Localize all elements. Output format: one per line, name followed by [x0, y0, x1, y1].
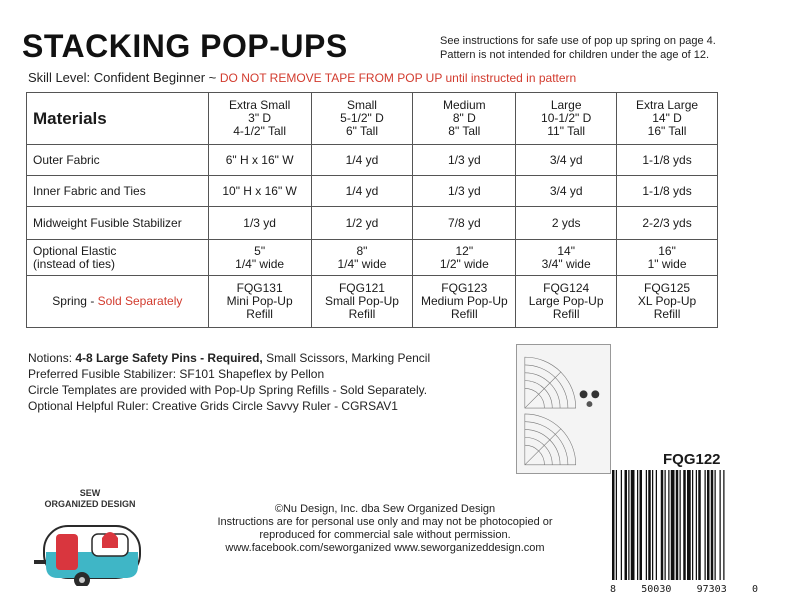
size-diameter: 3" D — [248, 111, 272, 125]
table-cell: 1-1/8 yds — [617, 176, 718, 207]
barcode-bar — [715, 470, 716, 580]
size-height: 16" Tall — [647, 124, 687, 138]
barcode-bar — [612, 470, 615, 580]
cell-line: FQG121 — [338, 281, 385, 295]
table-cell: 2 yds — [516, 207, 617, 240]
templates-note: Circle Templates are provided with Pop-Up Spring Refills - Sold Separately. — [28, 383, 428, 397]
barcode-bar — [687, 470, 691, 580]
table-cell: 1/3 yd — [413, 145, 516, 176]
table-cell — [311, 276, 413, 328]
logo-line1: SEW — [79, 488, 101, 498]
barcode-bar — [616, 470, 617, 580]
size-diameter: 5-1/2" D — [340, 111, 384, 125]
barcode-bar — [648, 470, 651, 580]
barcode-bar — [680, 470, 681, 580]
cell-line: FQG131 — [236, 281, 283, 295]
barcode-bar — [723, 470, 724, 580]
copyright-line: ©Nu Design, Inc. dba Sew Organized Design — [274, 503, 496, 515]
table-header-row — [27, 93, 718, 145]
cell-line: Medium Pop-Up — [420, 294, 508, 308]
table-cell: 2-2/3 yds — [617, 207, 718, 240]
barcode-digit-group: 0 — [751, 584, 758, 595]
row-label-text: Spring - — [52, 294, 98, 308]
sold-separately-label: Sold Separately — [97, 294, 183, 308]
barcode-bar — [637, 470, 638, 580]
size-height: 11" Tall — [547, 124, 586, 138]
logo-line2: ORGANIZED DESIGN — [44, 499, 136, 509]
barcode-digit-group: 97303 — [696, 584, 727, 595]
barcode-bar — [628, 470, 629, 580]
table-row — [27, 145, 718, 176]
ruler-note: Optional Helpful Ruler: Creative Grids Circle Savvy Ruler - CGRSAV1 — [28, 399, 398, 413]
cell-line: Refill — [246, 307, 273, 321]
barcode-bar — [676, 470, 679, 580]
barcode-bar — [668, 470, 669, 580]
table-cell: 7/8 yd — [413, 207, 516, 240]
size-height: 4-1/2" Tall — [233, 124, 286, 138]
notions-required: 4-8 Large Safety Pins - Required, — [75, 351, 263, 365]
cell-line: Large Pop-Up — [528, 294, 604, 308]
table-cell — [208, 276, 311, 328]
size-name: Medium — [442, 98, 486, 112]
barcode-bar — [692, 470, 693, 580]
notions-line — [28, 350, 528, 366]
skill-level: Skill Level: Confident Beginner ~ — [28, 70, 220, 85]
table-cell: 1/3 yd — [413, 176, 516, 207]
barcode-bar — [720, 470, 721, 580]
table-cell: 6" H x 16" W — [208, 145, 311, 176]
sew-organized-design-logo — [30, 486, 150, 586]
notions-block — [28, 350, 528, 414]
table-cell: 1/4 yd — [311, 176, 413, 207]
column-header — [413, 93, 516, 145]
barcode-bar — [640, 470, 643, 580]
row-label: Outer Fabric — [27, 145, 209, 176]
website-links: www.facebook.com/seworganized www.seworganizeddesign.com — [225, 542, 545, 554]
barcode-bar — [652, 470, 653, 580]
column-header — [311, 93, 413, 145]
row-label-line: (instead of ties) — [33, 256, 116, 271]
materials-heading: Materials — [27, 93, 209, 145]
table-cell: 10" H x 16" W — [208, 176, 311, 207]
circle-ruler-image — [516, 344, 611, 474]
safety-note-line2: Pattern is not intended for children under the age of 12. — [440, 49, 710, 61]
materials-table — [26, 92, 718, 328]
cell-line: Refill — [450, 307, 478, 321]
barcode-digit-group: 50030 — [641, 584, 672, 595]
cell-line: 14" — [557, 243, 575, 258]
cell-line: 1/4" wide — [337, 256, 387, 271]
cell-line: Refill — [348, 307, 376, 321]
table-cell: 1/4 yd — [311, 145, 413, 176]
row-label: Inner Fabric and Ties — [27, 176, 209, 207]
cell-line: 1/4" wide — [235, 256, 285, 271]
table-cell: 1/3 yd — [208, 207, 311, 240]
table-row — [27, 176, 718, 207]
product-sku: FQG122 — [663, 451, 721, 468]
size-height: 6" Tall — [345, 124, 378, 138]
row-label — [27, 276, 209, 328]
barcode-bar — [698, 470, 701, 580]
table-row — [27, 240, 718, 276]
table-cell: 3/4 yd — [516, 145, 617, 176]
table-row — [27, 207, 718, 240]
barcode-bar — [661, 470, 664, 580]
tape-warning: DO NOT REMOVE TAPE FROM POP UP until instructed in pattern — [219, 71, 577, 85]
column-header — [208, 93, 311, 145]
cell-line: FQG125 — [644, 281, 691, 295]
barcode-bar — [705, 470, 706, 580]
row-label — [27, 240, 209, 276]
table-cell: 3/4 yd — [516, 176, 617, 207]
copyright-line: reproduced for commercial sale without permission. — [259, 529, 511, 541]
size-height: 8" Tall — [448, 124, 481, 138]
cell-line: FQG123 — [441, 281, 488, 295]
cell-line: FQG124 — [543, 281, 590, 295]
table-cell — [208, 240, 311, 276]
cell-line: 8" — [356, 243, 368, 258]
row-label: Midweight Fusible Stabilizer — [27, 207, 209, 240]
cell-line: 5" — [254, 243, 266, 258]
stabilizer-note: Preferred Fusible Stabilizer: SF101 Shapeflex by Pellon — [28, 367, 325, 381]
column-header — [516, 93, 617, 145]
copyright-line: Instructions are for personal use only and may not be photocopied or — [217, 516, 553, 528]
cell-line: XL Pop-Up — [637, 294, 697, 308]
cell-line: 1" wide — [647, 256, 687, 271]
barcode-bar — [631, 470, 635, 580]
skill-level-line — [28, 70, 576, 85]
barcode-bar — [665, 470, 666, 580]
cell-line: 16" — [658, 243, 676, 258]
cell-line: Refill — [552, 307, 580, 321]
size-name: Extra Small — [228, 98, 291, 112]
size-diameter: 10-1/2" D — [541, 111, 592, 125]
barcode-digits — [610, 584, 758, 595]
table-cell — [516, 240, 617, 276]
barcode-bar — [696, 470, 697, 580]
table-cell — [617, 240, 718, 276]
table-row — [27, 276, 718, 328]
barcode-bar — [671, 470, 675, 580]
size-diameter: 8" D — [452, 111, 476, 125]
cell-line: Refill — [653, 307, 681, 321]
notions-prefix: Notions: — [28, 351, 76, 365]
table-cell — [413, 276, 516, 328]
cell-line: 3/4" wide — [541, 256, 591, 271]
barcode — [610, 470, 758, 580]
cell-line: 12" — [455, 243, 474, 258]
barcode-bar — [646, 470, 647, 580]
barcode-bar — [683, 470, 686, 580]
barcode-bar — [621, 470, 622, 580]
cell-line: 1/2" wide — [439, 256, 489, 271]
barcode-bar — [707, 470, 710, 580]
table-cell: 1-1/8 yds — [617, 145, 718, 176]
cell-line: Mini Pop-Up — [226, 294, 293, 308]
size-diameter: 14" D — [652, 111, 682, 125]
row-label-line: Optional Elastic — [33, 243, 117, 258]
notions-rest: Small Scissors, Marking Pencil — [262, 351, 431, 365]
barcode-bar — [656, 470, 657, 580]
table-cell: 1/2 yd — [311, 207, 413, 240]
size-name: Large — [550, 98, 582, 112]
table-cell — [516, 276, 617, 328]
table-cell — [311, 240, 413, 276]
barcode-bar — [625, 470, 628, 580]
barcode-bar — [711, 470, 714, 580]
page-title: STACKING POP-UPS — [22, 28, 348, 64]
safety-note — [440, 34, 770, 62]
copyright-block — [190, 503, 580, 555]
table-cell — [413, 240, 516, 276]
barcode-digit-group: 8 — [610, 584, 617, 595]
size-name: Extra Large — [636, 98, 699, 112]
cell-line: Small Pop-Up — [324, 294, 399, 308]
column-header — [617, 93, 718, 145]
safety-note-line1: See instructions for safe use of pop up spring on page 4. — [440, 35, 716, 47]
size-name: Small — [346, 98, 377, 112]
table-cell — [617, 276, 718, 328]
